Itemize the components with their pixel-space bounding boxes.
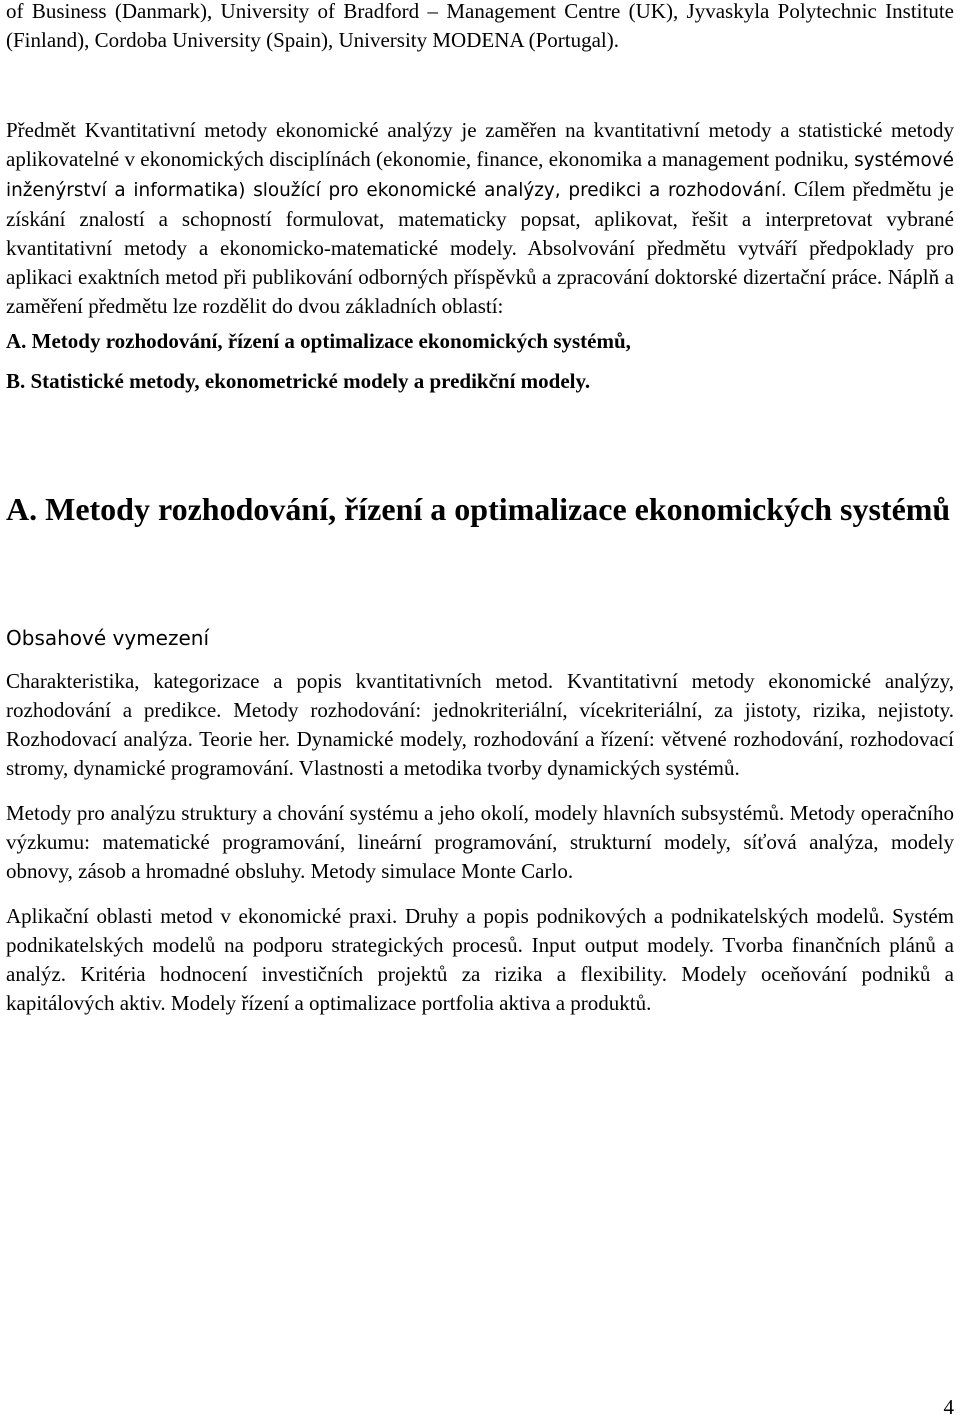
areas-list <box>6 327 954 396</box>
course-description <box>6 116 954 321</box>
area-item-b: B. Statistické metody, ekonometrické modely a predikční modely. <box>6 369 591 393</box>
course-description-part2: systémové inženýrství a informatika) sloužící pro ekonomické analýzy, predikci a rozhodování. <box>6 150 954 201</box>
page-number: 4 <box>943 1395 954 1419</box>
content-paragraph-1: Charakteristika, kategorizace a popis kvantitativních metod. Kvantitativní metody ekonomické analýzy, rozhodování a predikce. Metody rozhodování: jednokriteriální, vícekriteriální, za jistoty, rizika, nejistoty. Rozhodovací analýza. Teorie her. Dynamické modely, rozhodování a řízení: větvené rozhodování, rozhodovací stromy, dynamické programování. Vlastnosti a metodika tvorby dynamických systémů. <box>6 669 954 780</box>
content-paragraph-2: Metody pro analýzu struktury a chování systému a jeho okolí, modely hlavních subsystémů. Metody operačního výzkumu: matematické programování, lineární programování, strukturní modely, síťová analýza, modely obnovy, zásob a hromadné obsluhy. Metody simulace Monte Carlo. <box>6 801 954 883</box>
course-description-part3: Cílem předmětu je získání znalostí a schopností formulovat, matematicky popsat, aplikovat, řešit a interpretovat vybrané kvantitativní metody a ekonomicko-matematické modely. Absolvování předmětu vytváří předpoklady pro aplikaci exaktních metod při publikování odborných příspěvků a zpracování doktorské dizertační práce. Náplň a zaměření předmětu lze rozdělit do dvou základních oblastí: <box>6 177 954 318</box>
subheading: Obsahové vymezení <box>6 626 210 650</box>
area-item-a: A. Metody rozhodování, řízení a optimalizace ekonomických systémů, <box>6 329 631 353</box>
content-paragraph-3: Aplikační oblasti metod v ekonomické praxi. Druhy a popis podnikových a podnikatelských modelů. Systém podnikatelských modelů na podporu strategických procesů. Input output modely. Tvorba finančních plánů a analýz. Kritéria hodnocení investičních projektů za rizika a flexibility. Modely oceňování podniků a kapitálových aktiv. Modely řízení a optimalizace portfolia aktiva a produktů. <box>6 904 954 1015</box>
course-description-part1: Předmět Kvantitativní metody ekonomické analýzy je zaměřen na kvantitativní metody a statistické metody aplikovatelné v ekonomických disciplínách (ekonomie, finance, ekonomika a management podniku, <box>6 118 954 171</box>
document-page <box>6 0 954 1018</box>
intro-continuation: of Business (Danmark), University of Bradford – Management Centre (UK), Jyvaskyla Polytechnic Institute (Finland), Cordoba University (Spain), University MODENA (Portugal). <box>6 0 954 52</box>
section-heading: A. Metody rozhodování, řízení a optimalizace ekonomických systémů <box>6 491 951 527</box>
